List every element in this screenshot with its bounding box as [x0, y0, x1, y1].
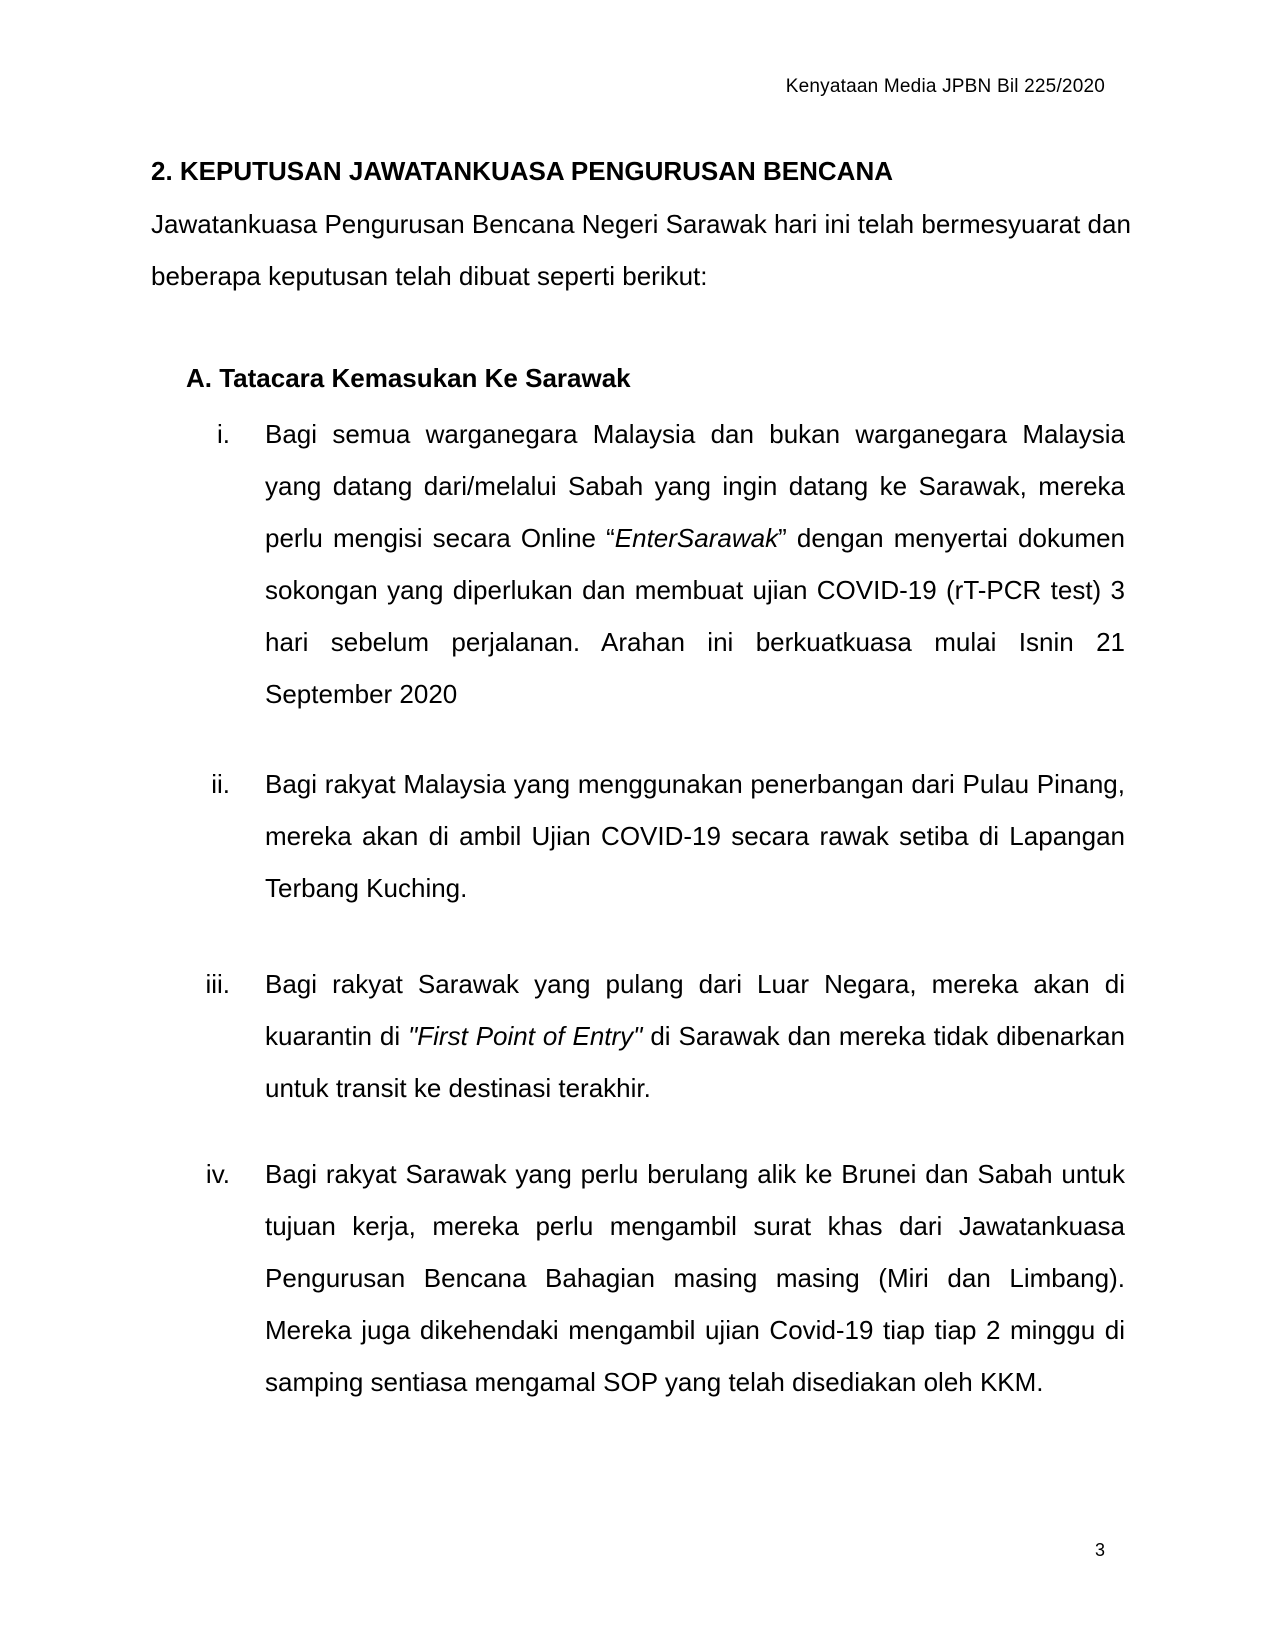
list-item-text [265, 408, 1125, 720]
italic-text-segment: "First Point of Entry" [408, 1021, 643, 1051]
list-numeral: ii. [211, 769, 230, 799]
text-segment: Bagi semua warganegara Malaysia dan bukan warganegara Malaysia yang datang dari/melalui Sabah yang ingin datang ke Sarawak, mereka perlu mengisi secara Online “ [265, 419, 1125, 553]
list-item-text [265, 958, 1125, 1114]
section-intro: Jawatankuasa Pengurusan Bencana Negeri Sarawak hari ini telah bermesyuarat dan beberapa keputusan telah dibuat seperti berikut: [151, 209, 1131, 291]
text-segment: di Sarawak dan mereka tidak dibenarkan untuk transit ke destinasi terakhir. [265, 1021, 1125, 1103]
text-segment: Bagi rakyat Sarawak yang pulang dari Luar Negara, mereka akan di kuarantin di [265, 969, 1125, 1051]
section-title: 2. KEPUTUSAN JAWATANKUASA PENGURUSAN BENCANA [151, 156, 894, 186]
subsection-title: A. Tatacara Kemasukan Ke Sarawak [186, 363, 631, 393]
text-segment: ” dengan menyertai dokumen sokongan yang diperlukan dan membuat ujian COVID-19 (rT-PCR test) 3 hari sebelum perjalanan. Arahan ini berkuatkuasa mulai Isnin 21 September 2020 [265, 523, 1126, 709]
italic-text-segment: EnterSarawak [614, 523, 779, 553]
list-numeral: iii. [205, 969, 230, 999]
list-numeral: i. [217, 419, 230, 449]
document-reference: Kenyataan Media JPBN Bil 225/2020 [785, 76, 1105, 97]
list-item-text: Bagi rakyat Malaysia yang menggunakan penerbangan dari Pulau Pinang, mereka akan di ambil Ujian COVID-19 secara rawak setiba di Lapangan Terbang Kuching. [265, 769, 1125, 903]
list-numeral: iv. [205, 1159, 230, 1189]
list-item-text: Bagi rakyat Sarawak yang perlu berulang alik ke Brunei dan Sabah untuk tujuan kerja, mereka perlu mengambil surat khas dari Jawatankuasa Pengurusan Bencana Bahagian masing masing (Miri dan Limbang). Mereka juga dikehendaki mengambil ujian Covid-19 tiap tiap 2 minggu di samping sentiasa mengamal SOP yang telah disediakan oleh KKM. [265, 1159, 1125, 1397]
page-number: 3 [1094, 1540, 1105, 1560]
